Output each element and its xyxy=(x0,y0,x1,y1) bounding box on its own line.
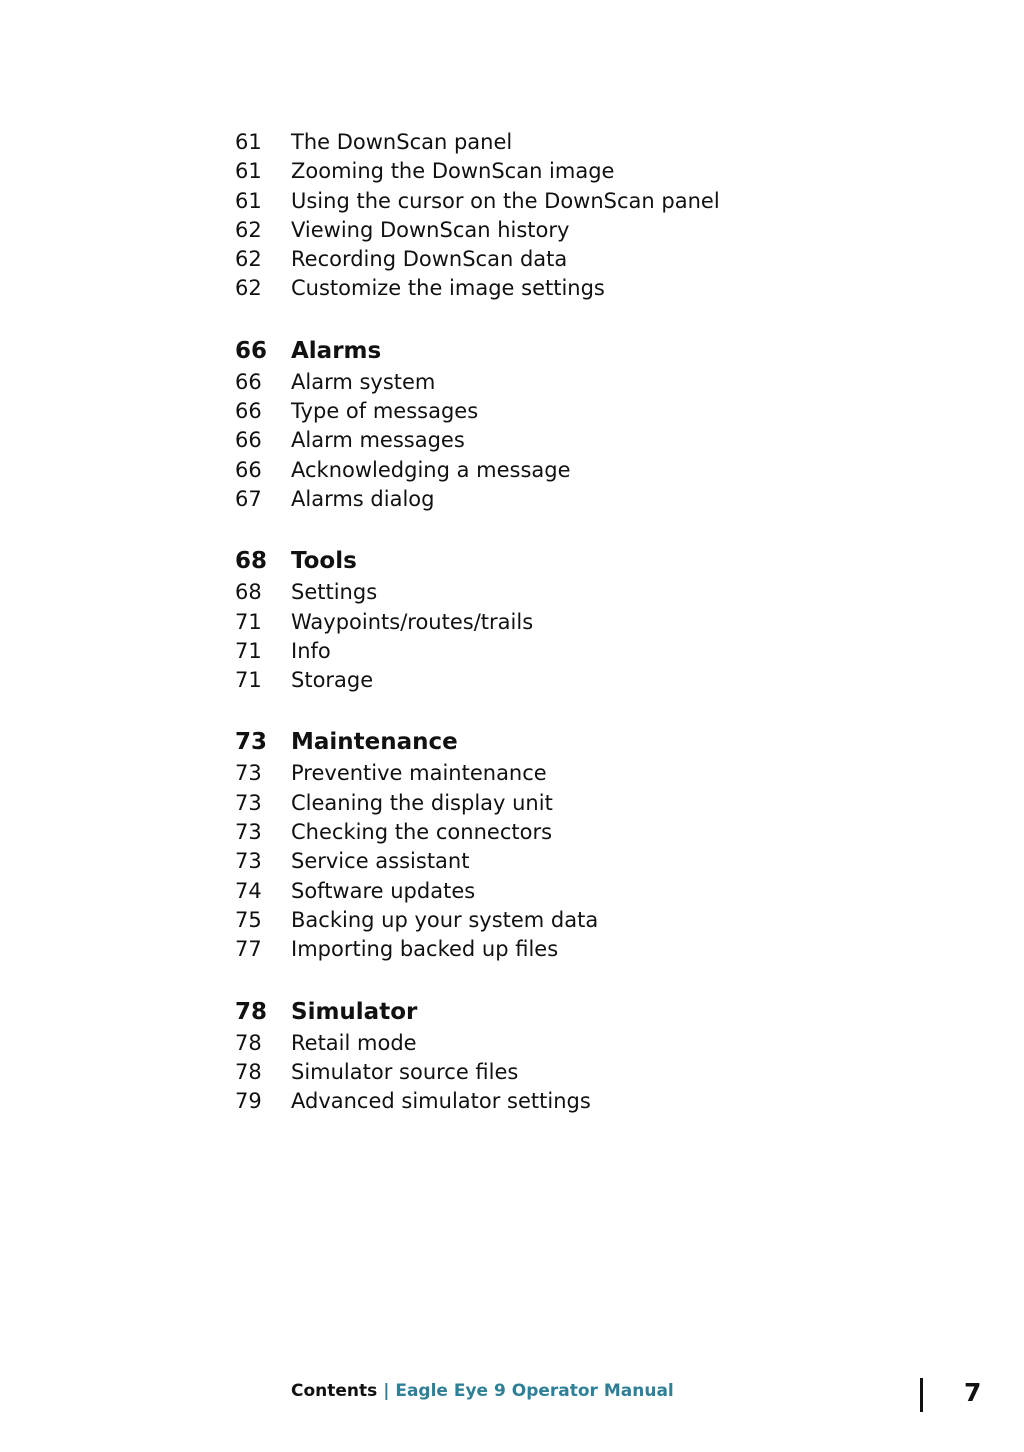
toc-entry[interactable] xyxy=(235,187,955,216)
toc-entry-page: 73 xyxy=(235,790,262,815)
toc-entry-title: Settings xyxy=(291,580,378,605)
toc-section-page: 78 xyxy=(235,998,268,1025)
toc-entry-title: Using the cursor on the DownScan panel xyxy=(291,188,720,213)
toc-entry-title: Storage xyxy=(291,668,374,693)
toc-entry-page: 66 xyxy=(235,369,262,394)
toc-entry[interactable] xyxy=(235,1029,955,1058)
toc-entry-title: Customize the image settings xyxy=(291,276,605,301)
toc-section-heading[interactable] xyxy=(235,725,955,759)
toc-section-title: Alarms xyxy=(291,337,382,364)
toc-entry-title: Info xyxy=(291,638,331,663)
toc-section-maintenance xyxy=(235,725,955,964)
toc-entry[interactable] xyxy=(235,368,955,397)
toc-entry-title: Importing backed up files xyxy=(291,937,559,962)
toc-entry[interactable] xyxy=(235,485,955,514)
toc-entry-title: Service assistant xyxy=(291,849,470,874)
toc-section-title: Tools xyxy=(291,548,357,575)
page-footer xyxy=(291,1378,674,1404)
page-number: 7 xyxy=(964,1378,982,1407)
toc-entry[interactable] xyxy=(235,578,955,607)
toc-entry[interactable] xyxy=(235,759,955,788)
toc-entry[interactable] xyxy=(235,274,955,303)
toc-entry[interactable] xyxy=(235,906,955,935)
toc-entry-page: 78 xyxy=(235,1030,262,1055)
toc-entry-page: 68 xyxy=(235,580,262,605)
toc-entry-page: 61 xyxy=(235,159,262,184)
toc-entry-page: 71 xyxy=(235,609,262,634)
toc-entry[interactable] xyxy=(235,456,955,485)
toc-section-heading[interactable] xyxy=(235,995,955,1029)
toc-section-title: Simulator xyxy=(291,998,418,1025)
toc-entry-title: Software updates xyxy=(291,878,476,903)
toc-entry[interactable] xyxy=(235,847,955,876)
toc-section-alarms xyxy=(235,334,955,514)
toc-section-page: 66 xyxy=(235,337,268,364)
toc-section-page: 68 xyxy=(235,548,268,575)
footer-section-name: Contents xyxy=(291,1381,378,1401)
toc-entry[interactable] xyxy=(235,608,955,637)
toc-section-simulator xyxy=(235,995,955,1117)
toc-entry-page: 67 xyxy=(235,486,262,511)
toc-entry-page: 71 xyxy=(235,668,262,693)
toc-entry-page: 62 xyxy=(235,276,262,301)
toc-entry[interactable] xyxy=(235,216,955,245)
footer-separator: | xyxy=(383,1381,390,1401)
toc-entry-title: Advanced simulator settings xyxy=(291,1089,591,1114)
toc-entry-page: 62 xyxy=(235,217,262,242)
toc-entry-title: Cleaning the display unit xyxy=(291,790,553,815)
toc-section-heading[interactable] xyxy=(235,544,955,578)
toc-entry[interactable] xyxy=(235,877,955,906)
toc-entry-title: Retail mode xyxy=(291,1030,417,1055)
toc-section-tools xyxy=(235,544,955,695)
toc-entry-page: 73 xyxy=(235,849,262,874)
toc-section-heading[interactable] xyxy=(235,334,955,368)
toc-entry-title: Acknowledging a message xyxy=(291,457,571,482)
toc-entry-page: 66 xyxy=(235,428,262,453)
toc-entry[interactable] xyxy=(235,637,955,666)
toc-entry[interactable] xyxy=(235,245,955,274)
toc-entry-page: 73 xyxy=(235,820,262,845)
toc-entry-title: Alarm messages xyxy=(291,428,465,453)
toc-entry-page: 61 xyxy=(235,130,262,154)
toc-entry-page: 66 xyxy=(235,399,262,424)
toc-entry[interactable] xyxy=(235,666,955,695)
toc-entry-page: 73 xyxy=(235,761,262,786)
toc-entry-page: 78 xyxy=(235,1059,262,1084)
toc-entry-title: Simulator source files xyxy=(291,1059,519,1084)
toc-entry-title: Zooming the DownScan image xyxy=(291,159,615,184)
toc-entry[interactable] xyxy=(235,397,955,426)
page-number-divider xyxy=(920,1378,923,1412)
toc-entry[interactable] xyxy=(235,426,955,455)
toc-entry[interactable] xyxy=(235,789,955,818)
toc-entry[interactable] xyxy=(235,1087,955,1116)
toc-section-title: Maintenance xyxy=(291,729,458,756)
toc-entry-title: Waypoints/routes/trails xyxy=(291,609,534,634)
toc-entry-page: 71 xyxy=(235,638,262,663)
toc-entry[interactable] xyxy=(235,1058,955,1087)
toc-entry-title: Recording DownScan data xyxy=(291,247,568,272)
toc-entry-page: 62 xyxy=(235,247,262,272)
toc-entry-page: 66 xyxy=(235,457,262,482)
table-of-contents xyxy=(235,128,955,1116)
toc-entry-title: Viewing DownScan history xyxy=(291,217,570,242)
toc-entry[interactable] xyxy=(235,935,955,964)
toc-entry-title: Alarms dialog xyxy=(291,486,435,511)
toc-entry-title: Alarm system xyxy=(291,369,436,394)
toc-entry-page: 61 xyxy=(235,188,262,213)
toc-entry-title: Checking the connectors xyxy=(291,820,553,845)
toc-entry-title: Backing up your system data xyxy=(291,907,599,932)
toc-intro-group xyxy=(235,128,955,304)
toc-entry[interactable] xyxy=(235,157,955,186)
toc-entry[interactable] xyxy=(235,128,955,157)
toc-entry-title: Preventive maintenance xyxy=(291,761,547,786)
toc-entry-page: 75 xyxy=(235,907,262,932)
toc-entry-page: 79 xyxy=(235,1089,262,1114)
toc-section-page: 73 xyxy=(235,729,268,756)
toc-entry-title: Type of messages xyxy=(291,399,479,424)
toc-entry-page: 74 xyxy=(235,878,262,903)
footer-manual-title: Eagle Eye 9 Operator Manual xyxy=(395,1381,674,1401)
toc-entry-page: 77 xyxy=(235,937,262,962)
toc-entry[interactable] xyxy=(235,818,955,847)
toc-entry-title: The DownScan panel xyxy=(291,130,513,154)
